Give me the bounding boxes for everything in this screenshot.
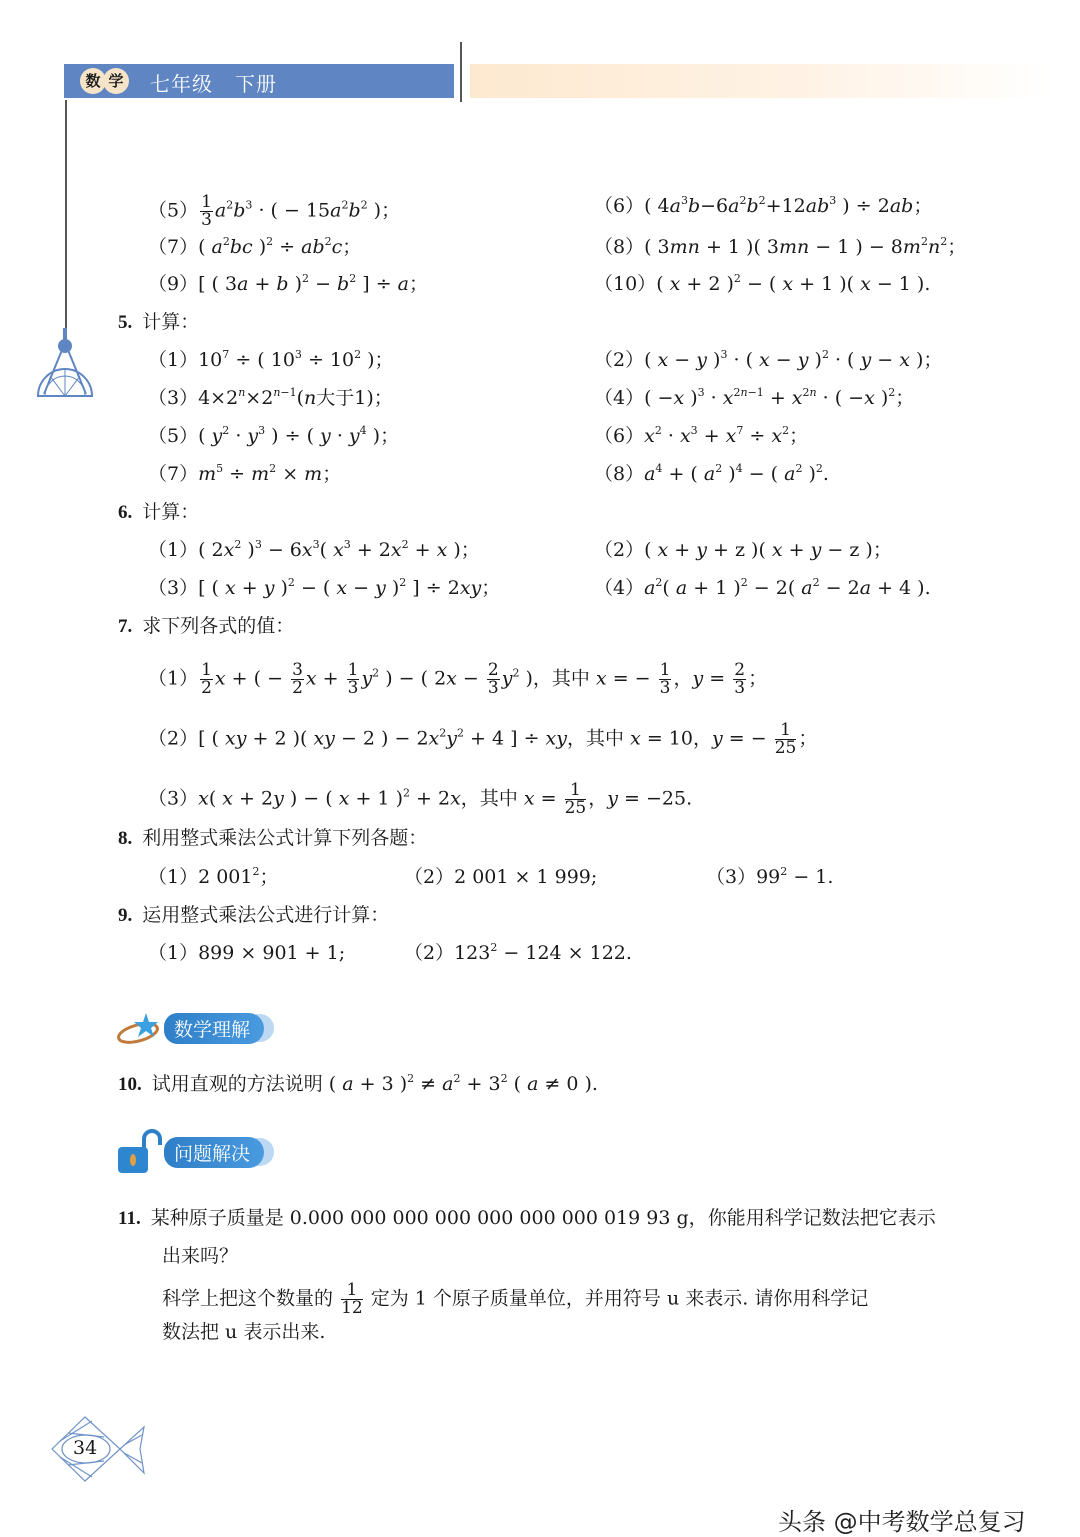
item-label: （6） [594,195,645,217]
q6-item-4: $(4)a^2$( a + 1 )$^2$ − 2( $a^2 - 2a + 4$ ). [594,576,931,599]
fraction: $\frac{1}{12}$ [341,1280,363,1318]
question-number: 6. [118,502,133,523]
where-label: 其中 [551,667,590,690]
q5-item-4: （4）( −x )$^3 \cdot x^{2n-1} + x^{2n}$ · ( −x )$^2$； [594,386,915,409]
question-11-line-2 [162,1244,238,1268]
item-label: （3） [148,387,199,409]
where-label: 其中 [586,727,625,750]
question-text: 利用整式乘法公式计算下列各题： [142,827,428,849]
q5-item-3: $(3)4\times 2^n\times 2^{n-1}(n$大于1)； [148,386,393,409]
logo-char: 学 [103,68,129,94]
volume-label: 下册 [235,72,277,96]
question-5-title [118,310,199,335]
problem-4-7: （7）( $a^2bc$ )$^2 \div ab^2c$； [148,235,362,258]
question-text: 出来吗？ [162,1245,239,1267]
q8-item-2 [404,865,597,889]
q6-item-3: （3）[ ( x + y )$^2$ − ( x − y )$^2$ ] ÷ 2xy； [148,576,501,599]
question-7-title [118,614,294,639]
item-label: （6） [594,425,645,447]
item-label: （2） [594,539,645,561]
fish-page-icon [50,1415,146,1483]
question-text: 运用整式乘法公式进行计算： [142,904,390,926]
problem-4-5: （5） $\frac{1}{3}$ $a^2b^3$ · ( − $15a^2b^2$ )； [148,192,401,230]
logo-char: 数 [80,68,106,94]
item-label: （3） [148,577,199,599]
item-label: （7） [148,463,199,485]
item-label: （4） [594,577,645,599]
question-number: 5. [118,312,133,333]
item-label: （3） [148,787,199,810]
item-label: （1） [148,667,199,690]
item-label: （1） [148,539,199,561]
item-label: （9） [148,273,199,295]
section-badge-problem-solving [116,1136,274,1168]
item-label: （3） [706,866,757,888]
fraction: $\frac{1}{3}$ [201,192,212,230]
question-10: 10. 试用直观的方法说明 ( a + 3 )$^2 \ne a^2 + 3^2$ ( a ≠ 0 ). [118,1072,598,1095]
item-label: （8） [594,236,645,258]
question-6-title [118,500,199,525]
question-text: 数法把 u 表示出来. [162,1321,326,1343]
question-11-line-4 [162,1320,325,1344]
question-number: 7. [118,616,133,637]
item-label: （4） [594,387,645,409]
item-label: （1） [148,942,199,964]
q9-item-1 [148,941,345,965]
problem-4-8: （8）( 3mn + 1 )( 3mn − 1 ) − $8m^2n^2$； [594,235,967,258]
item-label: （1） [148,349,199,371]
item-label: （7） [148,236,199,258]
question-number: 9. [118,905,133,926]
where-label: 其中 [479,787,518,810]
item-label: （2） [404,866,455,888]
q5-item-7: $(7)m^5 \div m^2 \times m$； [148,462,342,485]
problem-4-10: （10）( x + 2 )$^2$ − ( x + 1 )( x − 1 ). [594,272,931,295]
item-label: （8） [594,463,645,485]
item-label: （1） [148,866,199,888]
q5-item-6: $(6)x^2 \cdot x^3 + x^7 \div x^2$； [594,424,809,447]
star-orbit-icon [116,1011,164,1045]
question-text: 某种原子质量是 0.000 000 000 000 000 000 000 019 93 g，你能用科学记数法把它表示 [150,1207,936,1229]
q7-item-1: （1） $\frac{1}{2}$ x + ( − $\frac{3}{2}$ x + $\frac{1}{3}$ $y^2$ ) − ( 2x − $\frac{2}{3}$ $y^2$ )，其中 x = − $\frac{1}{3}$ ，y = $\frac{2}{3}$ ； [148,660,768,698]
question-11-line-1 [118,1206,936,1231]
q8-item-3: $(3)99^2 - 1$. [706,865,834,888]
item-label: （5） [148,425,199,447]
item-label: （10） [594,273,657,295]
question-text: 科学上把这个数量的 [162,1287,334,1310]
watermark: 头条 @中考数学总复习 [778,1508,1026,1536]
item-text: 2 001 × 1 999; [454,866,598,888]
q6-item-1: （1）( $2x^2$ )$^3 - 6x^3$( $x^3 + 2x^2 + x$ )； [148,538,480,561]
q6-item-2: （2）( x + y + z )( x + y − z )； [594,539,892,561]
question-11-line-3 [162,1282,868,1317]
item-label: （2） [404,942,455,964]
header-divider [460,42,462,102]
item-label: （2） [594,349,645,371]
q9-item-2: $(2)123^2 - 124 \times 122$. [404,941,632,964]
question-9-title [118,903,389,928]
book-title [150,68,299,97]
question-number: 8. [118,828,133,849]
item-label: （2） [148,727,199,750]
section-badge-understanding [116,1012,274,1044]
item-label: （5） [148,199,199,222]
margin-line [65,100,67,328]
compass-protractor-icon [36,328,94,398]
question-8-title [118,826,427,851]
q8-item-1: （1）2 $001^2$； [148,865,279,888]
page-number: 34 [73,1437,98,1459]
open-lock-icon [116,1129,164,1175]
question-text: 求下列各式的值： [142,615,295,637]
q7-item-2: （2）[ ( xy + 2 )( xy − 2 ) − $2x^2y^2 + 4$ ] ÷ xy，其中 x = 10，y = − $\frac{1}{25}$ ； [148,720,818,758]
q5-item-2: （2）( x − y )$^3$ · ( x − y )$^2$ · ( y − x )； [594,348,943,371]
problem-4-9: （9）[ ( 3a + b )$^2 - b^2$ ] ÷ a； [148,272,429,295]
q5-item-5: （5）( $y^2 \cdot y^3$ ) ÷ ( $y \cdot y^4$ )； [148,424,400,447]
section-label: 数学理解 [164,1013,264,1044]
question-text: 计算： [142,501,200,523]
question-text: 试用直观的方法说明 [151,1073,323,1095]
item-text: 899 × 901 + 1; [198,942,346,964]
grade-label: 七年级 [150,72,213,96]
problem-4-6: （6）( $4a^3b-6a^2b^2+12ab^3$ ) ÷ 2ab； [594,194,933,217]
subject-logo [80,68,126,94]
q7-item-3: （3）x( x + 2y ) − ( x + 1 )$^2$ + 2x，其中 x = $\frac{1}{25}$ ，y = −25. [148,780,693,818]
question-number: 11. [118,1208,141,1229]
question-text: 定为 1 个原子质量单位，并用符号 u 来表示. 请你用科学记 [370,1287,869,1310]
header-gradient-band [470,64,1050,98]
question-number: 10. [118,1074,142,1095]
question-text: 计算： [142,311,200,333]
section-label: 问题解决 [164,1137,264,1168]
q5-item-1: $(1)10^7$ ÷ ( $10^3 \div 10^2$ )； [148,348,394,371]
q5-item-8: $(8)a^4$ + ( $a^2$ )$^4$ − ( $a^2$ )$^2$. [594,462,829,485]
